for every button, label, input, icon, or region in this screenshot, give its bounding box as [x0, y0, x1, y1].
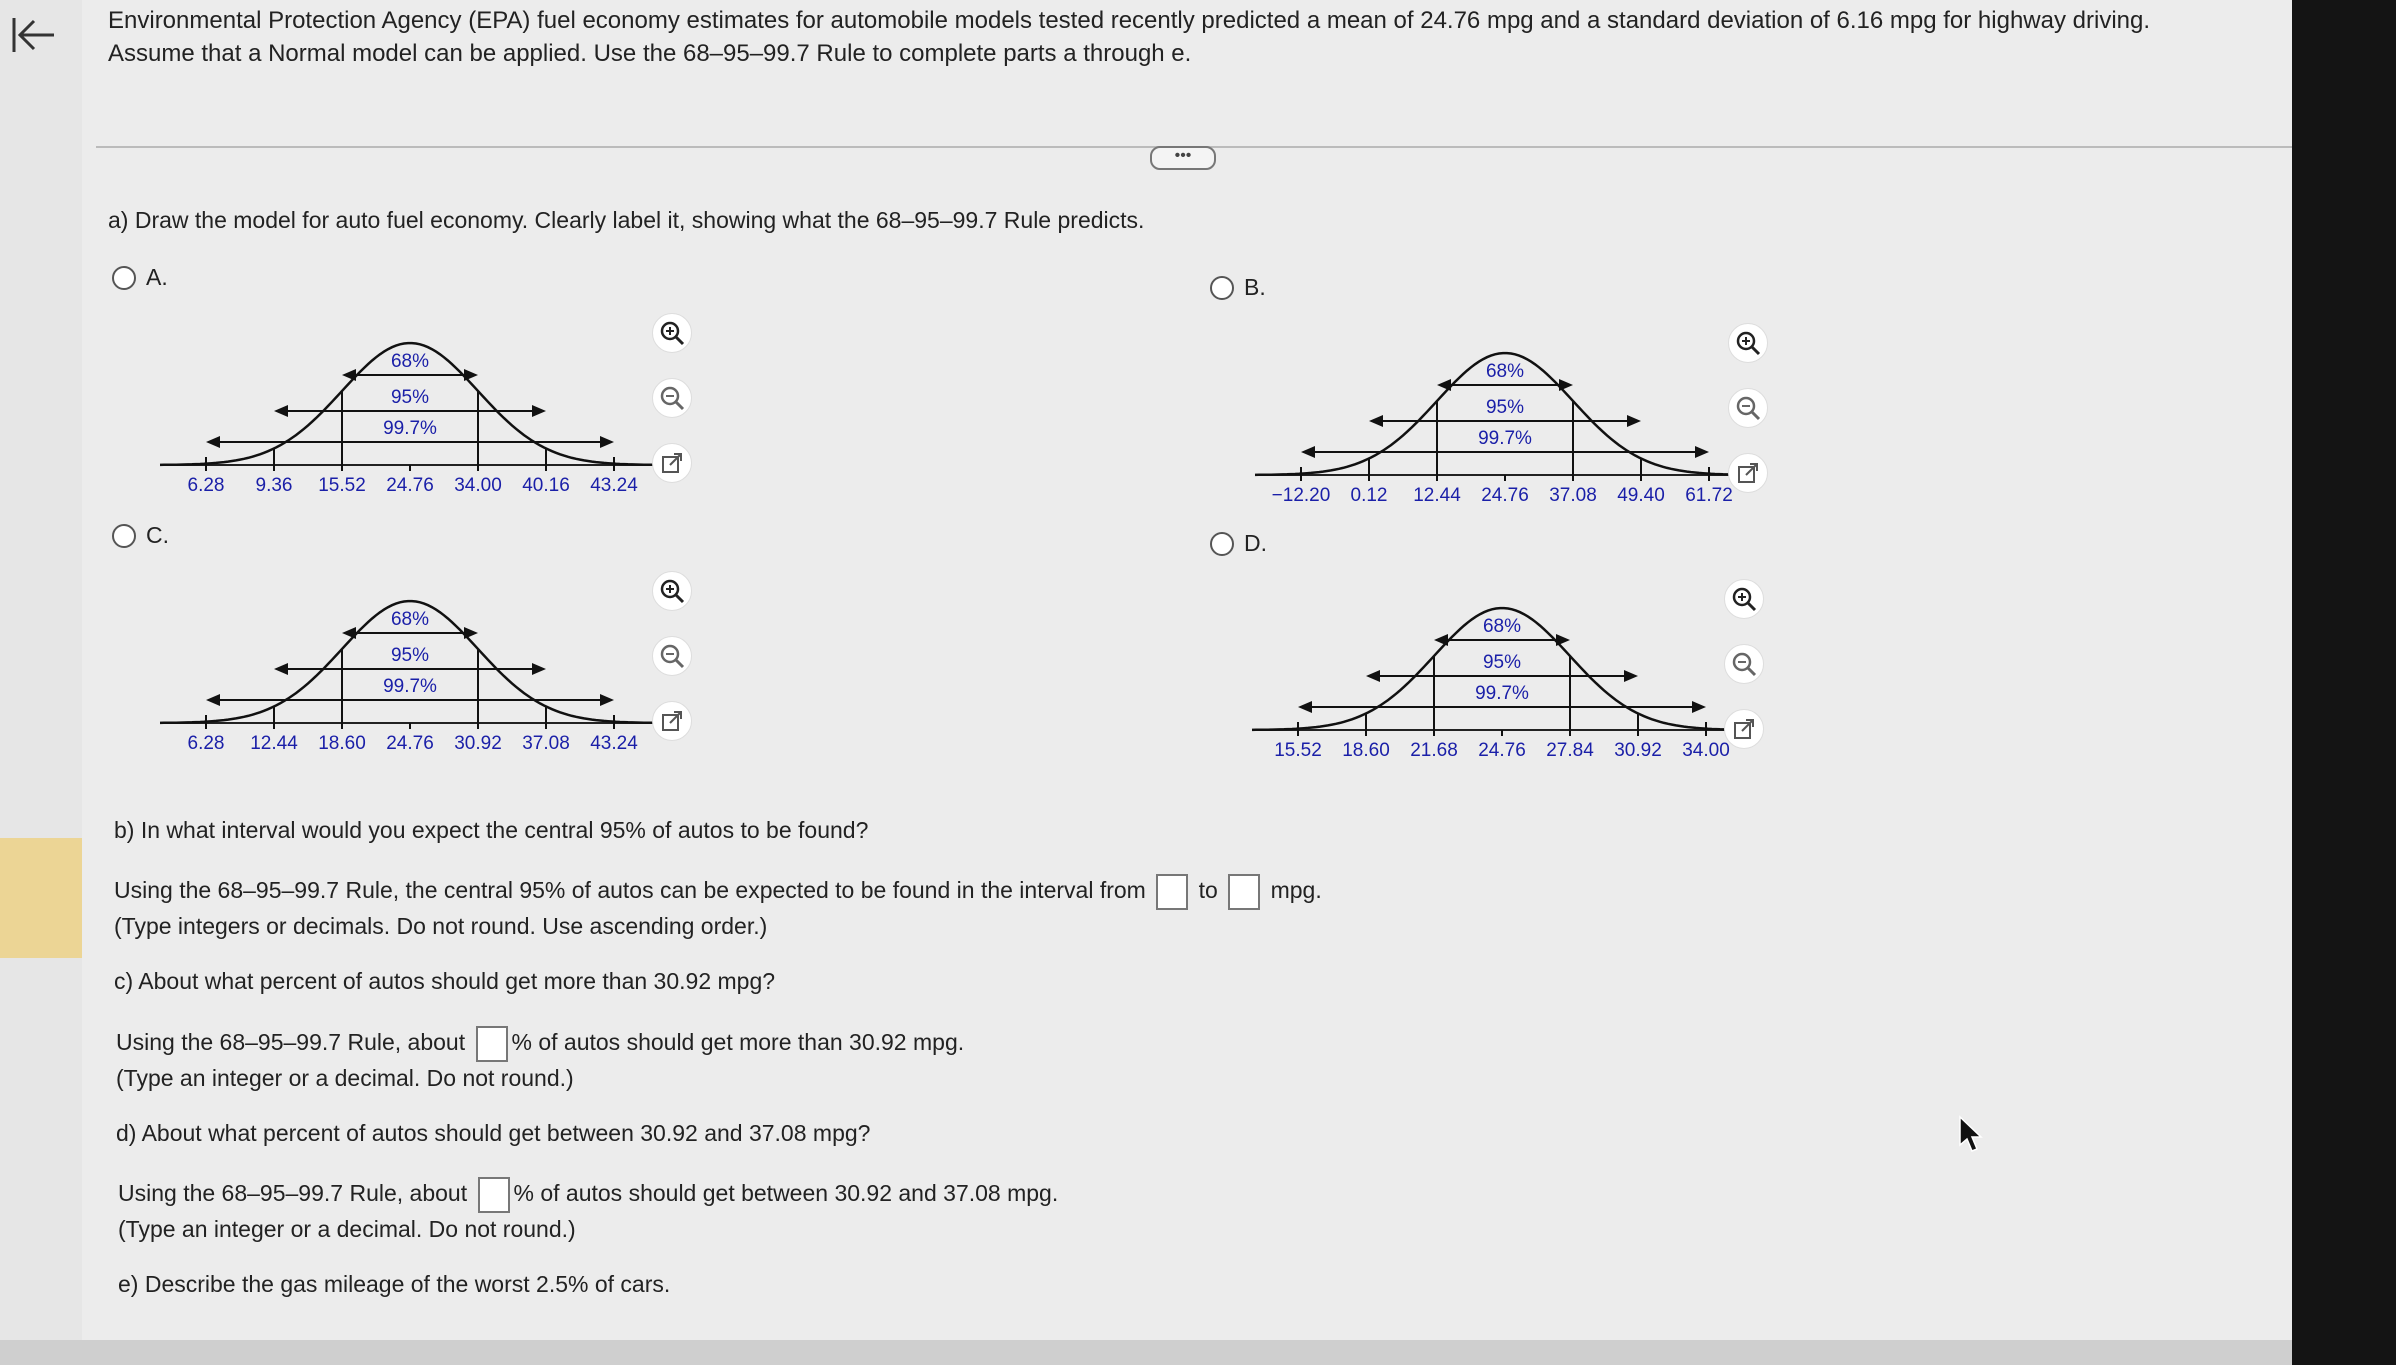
tick-label: 43.24: [590, 733, 638, 754]
arrow-head: [206, 694, 220, 706]
tick-label: 6.28: [187, 475, 225, 496]
radio-option-b[interactable]: [1210, 276, 1234, 300]
arrow-head: [1559, 379, 1573, 391]
screen-bottom: [0, 1340, 2292, 1365]
arrow-head: [342, 627, 356, 639]
percent-label: 99.7%: [1478, 428, 1532, 449]
part-c-hint: (Type an integer or a decimal. Do not round.): [116, 1065, 574, 1091]
interval-lower-input[interactable]: [1156, 874, 1188, 910]
percent-label: 99.7%: [383, 418, 437, 439]
left-strip: [0, 0, 82, 1365]
percent-label: 95%: [1482, 652, 1522, 673]
tick-label: 30.92: [454, 733, 502, 754]
arrow-head: [1556, 634, 1570, 646]
arrow-head: [532, 405, 546, 417]
part-a-question: a) Draw the model for auto fuel economy. Clearly label it, showing what the 68–95–99.7 Rule predicts.: [108, 207, 1145, 233]
arrow-head: [600, 436, 614, 448]
tick-label: 37.08: [522, 733, 570, 754]
tick-label: 49.40: [1617, 485, 1665, 506]
tick-label: 9.36: [255, 475, 293, 496]
open-in-new-window-icon[interactable]: [652, 443, 692, 483]
chart-option-a: [160, 325, 660, 500]
option-b[interactable]: [1210, 274, 1266, 301]
chart-option-b: [1255, 335, 1755, 510]
zoom-in-icon[interactable]: [652, 313, 692, 353]
option-a[interactable]: [112, 264, 168, 291]
back-to-start-icon[interactable]: [6, 12, 58, 58]
arrow-head: [274, 663, 288, 675]
screen-bezel: [2292, 0, 2396, 1365]
arrow-head: [1366, 670, 1380, 682]
chart-option-d: [1252, 590, 1752, 765]
part-d-hint: (Type an integer or a decimal. Do not round.): [118, 1216, 576, 1242]
zoom-in-icon[interactable]: [1728, 323, 1768, 363]
part-e-question: e) Describe the gas mileage of the worst 2.5% of cars.: [118, 1271, 671, 1297]
zoom-out-icon[interactable]: [1724, 644, 1764, 684]
arrow-head: [1627, 415, 1641, 427]
percent-label: 99.7%: [1475, 683, 1529, 704]
tick-label: 61.72: [1685, 485, 1733, 506]
arrow-head: [1437, 379, 1451, 391]
radio-option-d[interactable]: [1210, 532, 1234, 556]
arrow-head: [1298, 701, 1312, 713]
option-c-label: C.: [146, 522, 169, 548]
part-b-answer-suffix: mpg.: [1270, 877, 1322, 904]
zoom-out-icon[interactable]: [652, 636, 692, 676]
tick-label: 24.76: [386, 733, 434, 754]
percent-label: 68%: [390, 351, 430, 372]
mouse-cursor-icon: [1958, 1115, 1984, 1155]
tick-label: 24.76: [386, 475, 434, 496]
arrow-head: [274, 405, 288, 417]
tick-label: 18.60: [318, 733, 366, 754]
part-b-answer-prefix: Using the 68–95–99.7 Rule, the central 95% of autos can be expected to be found in the interval from: [114, 877, 1146, 904]
part-b-hint: (Type integers or decimals. Do not round. Use ascending order.): [114, 913, 768, 939]
tick-label: 24.76: [1481, 485, 1529, 506]
zoom-in-icon[interactable]: [1724, 579, 1764, 619]
tick-label: 40.16: [522, 475, 570, 496]
part-b-answer-mid: to: [1198, 877, 1218, 904]
tick-label: 12.44: [250, 733, 298, 754]
part-d-answer-prefix: Using the 68–95–99.7 Rule, about: [118, 1180, 468, 1207]
part-d-answer-line: [118, 1177, 1058, 1213]
arrow-head: [342, 369, 356, 381]
interval-upper-input[interactable]: [1228, 874, 1260, 910]
highlight-marker: [0, 838, 82, 958]
option-c[interactable]: [112, 522, 169, 549]
percent-between-input[interactable]: [478, 1177, 510, 1213]
tick-label: −12.20: [1271, 485, 1331, 506]
percent-label: 95%: [390, 645, 430, 666]
arrow-head: [206, 436, 220, 448]
option-b-label: B.: [1244, 274, 1266, 300]
tick-label: 43.24: [590, 475, 638, 496]
zoom-out-icon[interactable]: [652, 378, 692, 418]
percent-label: 95%: [390, 387, 430, 408]
arrow-head: [600, 694, 614, 706]
part-c-answer-prefix: Using the 68–95–99.7 Rule, about: [116, 1029, 466, 1056]
tick-label: 6.28: [187, 733, 225, 754]
percent-label: 95%: [1485, 397, 1525, 418]
tick-label: 27.84: [1546, 740, 1594, 761]
tick-label: 12.44: [1413, 485, 1461, 506]
part-d-answer-suffix: % of autos should get between 30.92 and 37.08 mpg.: [513, 1180, 1059, 1207]
arrow-head: [1301, 446, 1315, 458]
arrow-head: [464, 369, 478, 381]
tick-label: 0.12: [1350, 485, 1388, 506]
tick-label: 15.52: [1274, 740, 1322, 761]
radio-option-a[interactable]: [112, 266, 136, 290]
zoom-out-icon[interactable]: [1728, 388, 1768, 428]
open-in-new-window-icon[interactable]: [1728, 453, 1768, 493]
part-b-answer-line: [114, 874, 1322, 910]
option-d-label: D.: [1244, 530, 1267, 556]
question-prompt: [108, 4, 2150, 70]
part-c-answer-line: [116, 1026, 964, 1062]
zoom-in-icon[interactable]: [652, 571, 692, 611]
arrow-head: [1624, 670, 1638, 682]
tick-label: 34.00: [1682, 740, 1730, 761]
chart-option-c: [160, 583, 660, 758]
prompt-line-1: Environmental Protection Agency (EPA) fuel economy estimates for automobile models tested recently predicted a mean of 24.76 mpg and a standard deviation of 6.16 mpg for highway driving.: [108, 7, 2151, 34]
part-c-question: c) About what percent of autos should get more than 30.92 mpg?: [114, 968, 776, 994]
arrow-head: [1369, 415, 1383, 427]
option-d[interactable]: [1210, 530, 1267, 557]
tick-label: 24.76: [1478, 740, 1526, 761]
tick-label: 15.52: [318, 475, 366, 496]
part-d-question: d) About what percent of autos should get between 30.92 and 37.08 mpg?: [116, 1120, 871, 1146]
arrow-head: [532, 663, 546, 675]
radio-option-c[interactable]: [112, 524, 136, 548]
percent-label: 68%: [1485, 361, 1525, 382]
percent-label: 68%: [390, 609, 430, 630]
tick-label: 34.00: [454, 475, 502, 496]
open-in-new-window-icon[interactable]: [652, 701, 692, 741]
percent-label: 99.7%: [383, 676, 437, 697]
prompt-line-2: Assume that a Normal model can be applied. Use the 68–95–99.7 Rule to complete parts a through e.: [108, 40, 1192, 67]
part-b-question: b) In what interval would you expect the central 95% of autos to be found?: [114, 817, 869, 843]
arrow-head: [464, 627, 478, 639]
arrow-head: [1692, 701, 1706, 713]
arrow-head: [1695, 446, 1709, 458]
tick-label: 37.08: [1549, 485, 1597, 506]
tick-label: 30.92: [1614, 740, 1662, 761]
arrow-head: [1434, 634, 1448, 646]
tick-label: 21.68: [1410, 740, 1458, 761]
part-c-answer-suffix: % of autos should get more than 30.92 mpg.: [511, 1029, 965, 1056]
tick-label: 18.60: [1342, 740, 1390, 761]
more-button[interactable]: •••: [1150, 146, 1216, 170]
percent-above-input[interactable]: [476, 1026, 508, 1062]
percent-label: 68%: [1482, 616, 1522, 637]
option-a-label: A.: [146, 264, 168, 290]
open-in-new-window-icon[interactable]: [1724, 709, 1764, 749]
